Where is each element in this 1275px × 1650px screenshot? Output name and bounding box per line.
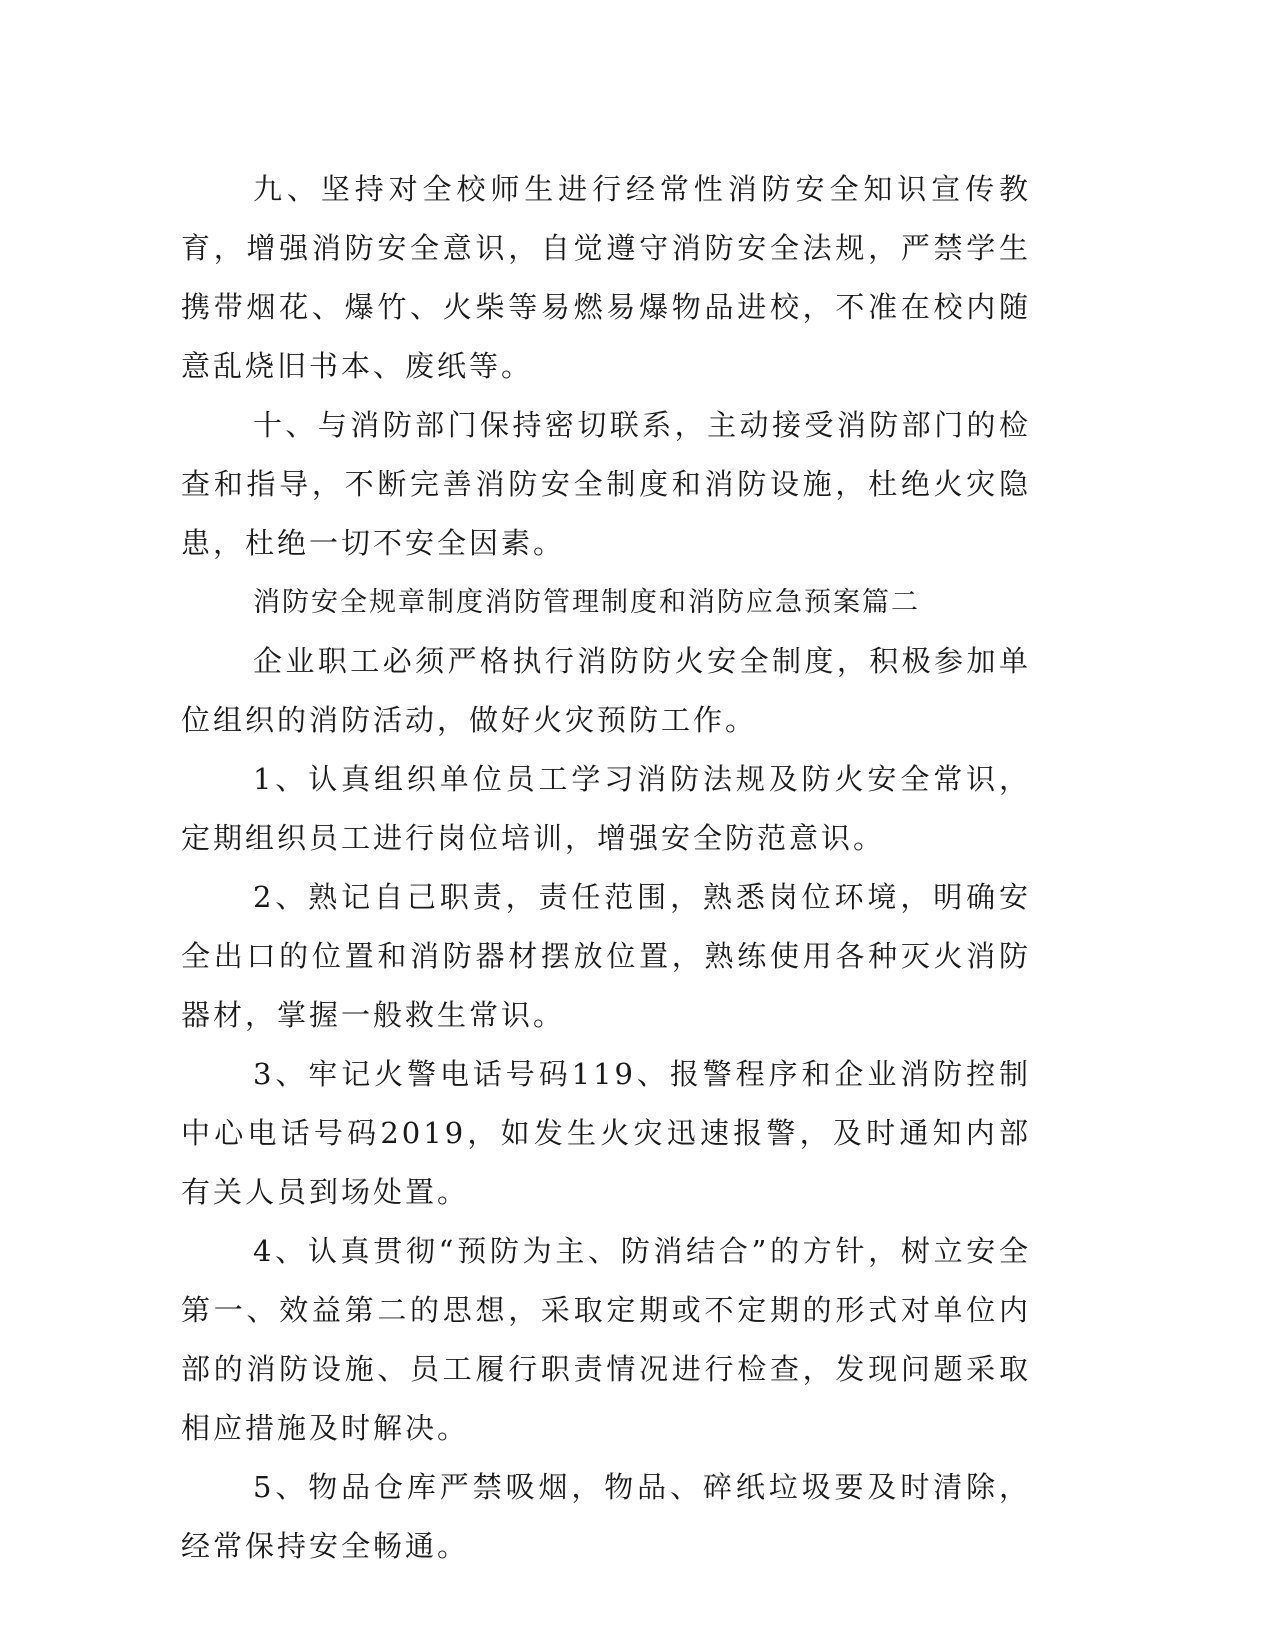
paragraph-ten: 十、与消防部门保持密切联系，主动接受消防部门的检查和指导，不断完善消防安全制度和消防设施，杜绝火灾隐患，杜绝一切不安全因素。: [181, 408, 1031, 560]
rule-2-paragraph: 2、熟记自己职责，责任范围，熟悉岗位环境，明确安全出口的位置和消防器材摆放位置，熟练使用各种灭火消防器材，掌握一般救生常识。: [181, 880, 1031, 1032]
rule-3-paragraph: 3、牢记火警电话号码119、报警程序和企业消防控制中心电话号码2019，如发生火灾迅速报警，及时通知内部有关人员到场处置。: [181, 1057, 1031, 1209]
section-intro-paragraph: 企业职工必须严格执行消防防火安全制度，积极参加单位组织的消防活动，做好火灾预防工作。: [181, 644, 1031, 737]
rule-4-paragraph: 4、认真贯彻“预防为主、防消结合”的方针，树立安全第一、效益第二的思想，采取定期或不定期的形式对单位内部的消防设施、员工履行职责情况进行检查，发现问题采取相应措施及时解决。: [181, 1234, 1031, 1445]
section-title: 消防安全规章制度消防管理制度和消防应急预案篇二: [253, 587, 920, 618]
rule-5-paragraph: 5、物品仓库严禁吸烟，物品、碎纸垃圾要及时清除，经常保持安全畅通。: [181, 1470, 1031, 1563]
rule-1-paragraph: 1、认真组织单位员工学习消防法规及防火安全常识，定期组织员工进行岗位培训，增强安全防范意识。: [181, 762, 1031, 855]
paragraph-nine: 九、坚持对全校师生进行经常性消防安全知识宣传教育，增强消防安全意识，自觉遵守消防安全法规，严禁学生携带烟花、爆竹、火柴等易燃易爆物品进校，不准在校内随意乱烧旧书本、废纸等。: [181, 172, 1031, 383]
document-body: [181, 160, 1031, 1576]
